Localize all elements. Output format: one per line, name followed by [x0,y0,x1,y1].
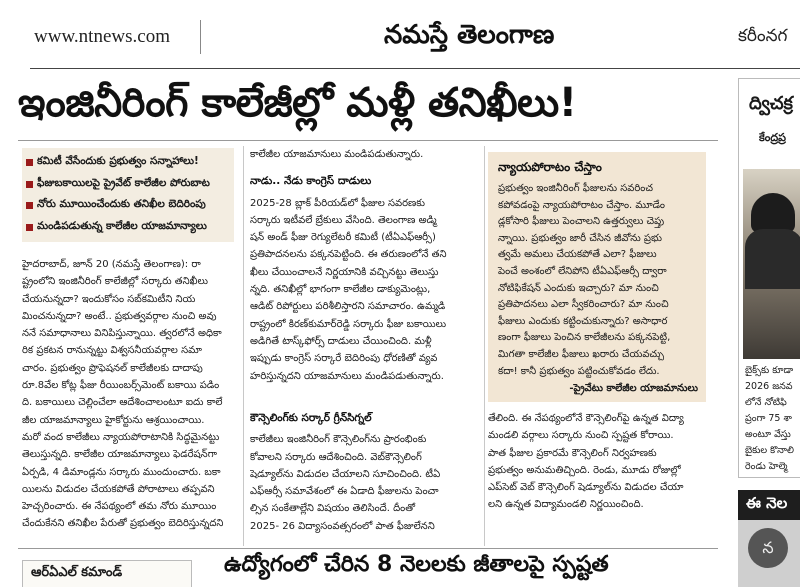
newspaper-masthead: నమస్తే తెలంగాణ [384,20,555,50]
bullet-square-icon [26,181,33,188]
quote-line: నోటిఫికేషన్ ఎందుకు ఇచ్చారు? మా నుంచి [498,282,659,294]
body-line: ష్ట్రంలోని ఇంజినీరింగ్ కాలేజీల్లో సర్కారు తనిఖీలు [22,276,208,288]
body-line: షన్ అండ్ ఫీజు రెగ్యులేటరీ కమిటీ (టీఏఎఫ్ఆర్సీ) [250,232,436,244]
sidebar-story-card[interactable] [738,78,800,478]
helmet-rider-photo [743,169,800,359]
key-point-text: నోరు మూయించేందుకు తనిఖీల బెదిరింపు [37,198,206,211]
quote-title [498,160,698,177]
body-line: రిక ప్రకటన రానున్నట్టు విశ్వసనీయవర్గాల సమా [22,345,202,357]
sidebar-line: బైకుల కొనాలి [745,445,794,456]
body-line: రూ.8వేల కోట్ల ఫీజు రీయింబర్స్‌మెంట్ బకాయి పడిం [22,380,220,392]
sidebar-story-text [745,363,800,478]
sidebar-line: 2026 జనవ [745,381,793,392]
body-line: ఇప్పుడు కాంగ్రెస్ సర్కారే బెదిరింపు ధోరణితో వ్యవ [250,353,438,365]
sidebar-story-title: ద్విచక్ర [749,93,793,114]
sidebar-story-subtitle: కేంద్రప్ర [759,131,786,144]
epaper-thumbnail[interactable] [738,520,800,587]
key-point-text: కమిటీ వేసేందుకు ప్రభుత్వం సన్నాహాలు! [37,155,199,168]
bullet-square-icon [26,159,33,166]
body-line: 2025- 26 విద్యాసంవత్సరంలో పాత ఫీజులేనని [250,520,435,532]
bullet-square-icon [26,202,33,209]
sidebar-line: ప్రంగా 75 శా [745,413,792,424]
key-point-text: ఫీజుబకాయిలపై ప్రైవేట్ కాలేజీల పోరుబాట [37,176,210,189]
body-line: షెడ్యూల్‌ను విడుదల చేయాలని సూచించింది. టీఏ [250,468,441,480]
body-line: ఎప్‌సెట్ వెబ్ కౌన్సెలింగ్ షెడ్యూల్‌ను విడుదల చేయా [488,482,684,494]
body-line: హరిస్తున్నదని యాజమానులు మండిపడుతున్నారు. [250,370,444,382]
section-subhead: కౌన్సెలింగ్‌కు సర్కార్ గ్రీన్‌సిగ్నల్ [250,412,372,424]
article-column-2-bottom [250,410,482,546]
body-line: ప్రతిపాదనలను పక్కనపెట్టింది. ఈ తరుణంలోనే తని [250,249,447,261]
body-line: తెలుస్తున్నది. కాలేజీల యాజమాన్యాలు ఫెడరేషన్‌గా [22,449,217,461]
site-url[interactable]: www.ntnews.com [34,26,170,47]
quote-title-text: న్యాయపోరాటం చేస్తాం [498,160,602,174]
body-line: పాత ఫీజుల ప్రకారమే కౌన్సెలింగ్ నిర్వహణకు [488,447,657,459]
header-divider [200,20,201,54]
quote-line: ప్రతిపాదనలు ఎలా స్వీకరించారు? మా నుంచి [498,299,669,311]
key-point-text: మండిపడుతున్న కాలేజీల యాజమాన్యాలు [37,219,207,232]
body-line: ఆడిట్ రిపోర్టులు పరిశీలిస్తారని సమాచారం. ఉమ్మడి [250,301,446,313]
body-line: చారం. ప్రభుత్వం ప్రొఫెషనల్ కాలేజీలకు దాదాపు [22,362,203,374]
quote-line: కదా! కానీ ప్రభుత్వం పట్టించుకోవడం లేదు. [498,365,660,377]
body-line: జీల యాజమాన్యాలు హైకోర్టును ఆశ్రయించాయి. [22,414,205,426]
body-line: ఖీలు చేయించాలనే నిర్ణయానికి వచ్చినట్టు తెలుస్తు [250,266,439,278]
sidebar-line: రెండు హెల్మె [745,461,788,472]
newspaper-logo-icon: న [748,528,788,568]
body-line: ది. బకాయిలు చెల్లించేలా ఆదేశించాలంటూ ఐదు కాలే [22,397,223,409]
section-subhead: నాడు.. నేడు కాంగ్రెస్ దాడులు [250,175,372,188]
body-line: తేలింది. ఈ నేపథ్యంలోనే కౌన్సెలింగ్‌పై ఉన్నత విద్యా [488,413,684,424]
body-line: చేయనున్నదా? ఇందుకోసం సబ్‌కమిటీని నియ [22,293,196,305]
body-line: న్నది. తనిఖీల్లో భాగంగా కాలేజీల డాక్యుమెంట్లు, [250,284,431,296]
body-line: మరో వంద కాలేజీలు న్యాయపోరాటానికి సిద్ధమైనట్టు [22,431,220,443]
next-story-headline[interactable]: ఉద్యోగంలో చేరిన 8 నెలలకు జీతాలపై స్పష్టత [224,552,609,577]
rider-shape [745,229,800,289]
sidebar-line: బైక్స్‌కు కూడా [745,365,794,376]
column-rule [484,146,485,546]
bottom-rule [18,548,718,549]
body-line: హైదరాబాద్, జూన్ 20 (నమస్తే తెలంగాణ): రా [22,259,201,270]
body-line: ల్సిన సంకేతాల్లేని విషయం తెలిసిందే. దీంతో [250,503,415,515]
sidebar-line: లోనే నోటిఫి [745,397,787,408]
quote-line: ఫీజులు ఎందుకు కట్టించుకున్నారు? అసాధార [498,315,668,327]
quote-box [488,152,706,402]
column-rule [243,146,244,546]
body-line: మించనున్నదా? అంటే.. ప్రభుత్వవర్గాల నుంచి అవు [22,310,217,322]
sidebar-line: అంటూ వేస్తు [745,429,791,440]
quote-line: ప్రభుత్వం ఇంజినీరింగ్ ఫీజులను సవరించ [498,183,653,194]
sidebar [738,78,800,587]
headline-rule [18,140,718,141]
article-headline: ఇంజినీరింగ్ కాలేజీల్లో మళ్లీ తనిఖీలు! [18,80,577,126]
edition-label: కరీంనగ [738,26,788,46]
quote-line: త్వమే అమలు చేయకపోతే ఎలా? ఫీజులు [498,249,657,261]
quote-signature: -ప్రైవేటు కాలేజీల యాజమానులు [569,383,698,395]
body-line: ఎఫ్ఆర్సీ సమావేశంలో ఈ ఏడాది ఫీజులను పెంచా [250,486,439,498]
epaper-section-label[interactable]: ఈ నెల [738,490,800,520]
body-line: మండలి వర్గాలు సర్కారు నుంచి స్పష్టత కోరాయి. [488,430,674,442]
body-line: 2025-28 బ్లాక్ పీరియడ్‌లో ఫీజుల సవరణకు [250,197,425,209]
article-column-3-bottom [488,410,718,546]
quote-line: డ్లకోసారి ఫీజులు పెంచాలని ఉత్తర్వులు చెప్తు [498,216,665,228]
helmet-shape [751,193,795,233]
body-line: హెచ్చరించారు. ఈ నేపథ్యంలో తమ నోరు మూయిం [22,501,217,513]
article-column-1 [22,256,236,546]
body-line: కోవాలని సర్కారు ఆదేశించింది. వెబ్‌కౌన్సెలింగ్ [250,451,422,463]
article-column-2 [250,146,482,408]
body-line: అడిగితే టాస్క్‌ఫోర్స్ దాడులు చేయించింది. మళ్లీ [250,335,432,347]
sidebar-line [745,475,800,478]
body-line: సర్కారు ఇటీవలే బ్రేకులు వేసింది. తెలంగాణ అడ్మి [250,214,437,226]
quote-body [498,181,698,380]
body-line: ఏర్పడి, 4 డిమాండ్లను సర్కారు ముందుంచారు. బకా [22,466,221,478]
body-line: కాలేజీలు ఇంజినీరింగ్ కౌన్సెలింగ్‌ను ప్రారంభింకు [250,434,427,446]
quote-line: న్నాయి. ప్రభుత్వం జారీ చేసిన జీవోను ప్రభు [498,232,662,244]
body-line: యిలను విడుదల చేయకపోతే పోరాటాలు తప్పవని [22,483,215,495]
bullet-square-icon [26,224,33,231]
quote-line: మిగతా కాలేజీల ఫీజులు ఖరారు చేయవచ్చు [498,348,665,360]
header-rule [30,68,800,69]
key-point [22,152,234,174]
quote-line: కపోవడంపై న్యాయపోరాటం చేస్తాం. మూడేం [498,199,665,211]
related-story-tab[interactable]: ఆర్‌ఏఎల్ కమాండ్ [22,560,192,587]
body-line: ననే సమాధానాలు వినిపిస్తున్నాయి. త్వరలోనే అధికా [22,328,222,340]
key-points-box [22,148,234,242]
body-line: రాష్ట్రంలో కిరణ్‌కుమార్‌రెడ్డి సర్కారు ఫీజు బకాయిలు [250,318,447,330]
body-line: ప్రభుత్వం అనుమతిచ్చింది. రెండు, మూడు రోజుల్లో [488,464,681,476]
quote-line: ణంగా ఫీజులు పెంచిన కాలేజీలను పక్కనపెట్టి, [498,332,671,344]
quote-line: పెంచే అంశంలో లేనిపోని టీఏఎఫ్ఆర్సీ ద్వారా [498,265,667,277]
body-line: కాలేజీల యాజమానులు మండిపడుతున్నారు. [250,149,424,160]
site-header [0,0,800,70]
body-line: చేందుకేనని తనిఖీల పేరుతో ప్రభుత్వం బెదిరిస్తున్నదని [22,518,224,530]
key-point [22,217,234,239]
key-point [22,174,234,196]
body-line: లని ఉన్నత విద్యామండలి నిర్ణయించింది. [488,499,644,511]
key-point [22,195,234,217]
